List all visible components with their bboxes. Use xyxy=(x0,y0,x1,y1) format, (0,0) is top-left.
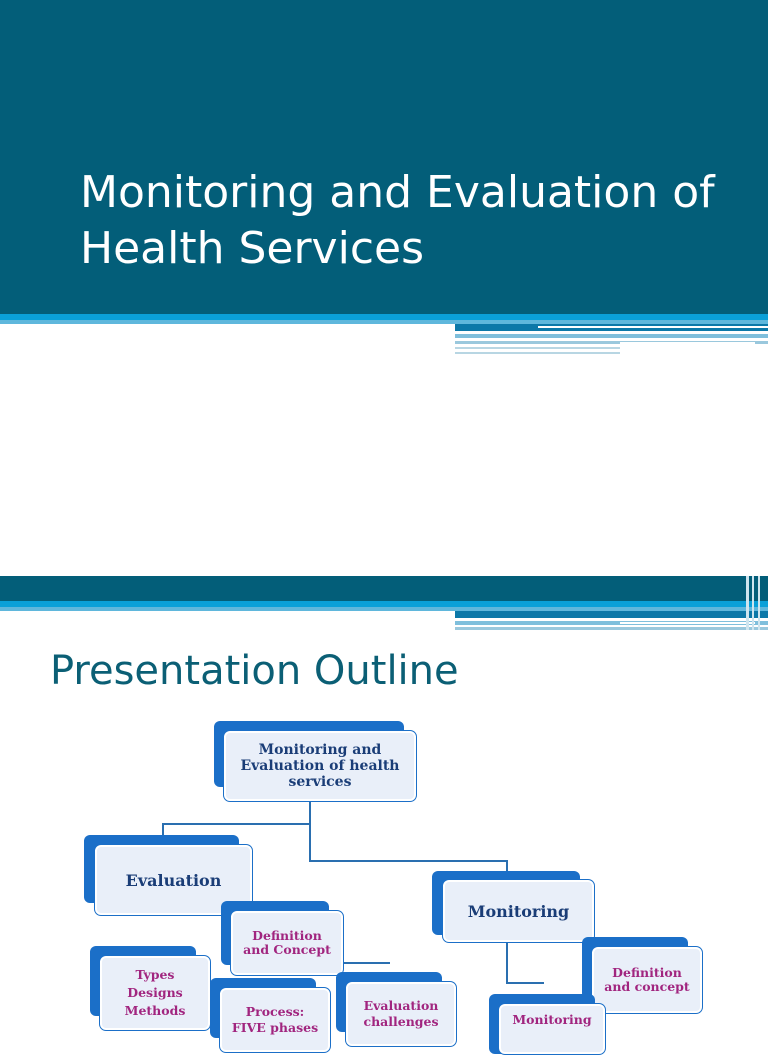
node-monitoring: Monitoring xyxy=(432,871,596,945)
node-challenges: Evaluation challenges xyxy=(336,972,460,1042)
node-mon-definition: Definition and concept xyxy=(582,937,706,1011)
decorative-stripe xyxy=(538,326,768,328)
slide-title: Presentation Outline xyxy=(50,648,459,694)
decorative-stripe xyxy=(455,611,768,618)
decorative-stripe xyxy=(620,622,755,624)
node-root: Monitoring and Evaluation of health services xyxy=(214,721,418,803)
node-process: Process: FIVE phases xyxy=(210,978,334,1048)
decorative-stripe xyxy=(752,576,754,630)
decorative-stripe xyxy=(758,576,760,630)
decorative-stripe xyxy=(455,627,768,630)
decorative-stripe xyxy=(455,347,620,349)
node-monitoring-sub: Monitoring xyxy=(489,994,613,1064)
header-band xyxy=(0,576,768,601)
slide-title: Monitoring and Evaluation of Health Services xyxy=(80,167,715,274)
node-types: Types Designs Methods xyxy=(90,946,214,1026)
outline-slide xyxy=(0,576,768,1035)
decorative-stripe xyxy=(455,352,620,354)
connector-line xyxy=(506,943,508,983)
connector-line xyxy=(309,801,311,861)
connector-line xyxy=(162,823,310,825)
decorative-stripe xyxy=(455,334,768,338)
connector-line xyxy=(309,860,507,862)
connector-line xyxy=(506,982,544,984)
node-evaluation: Evaluation xyxy=(84,835,254,917)
node-eval-definition: Definition and Concept xyxy=(221,901,345,977)
decorative-stripe xyxy=(746,576,749,630)
decorative-stripe xyxy=(620,342,755,344)
